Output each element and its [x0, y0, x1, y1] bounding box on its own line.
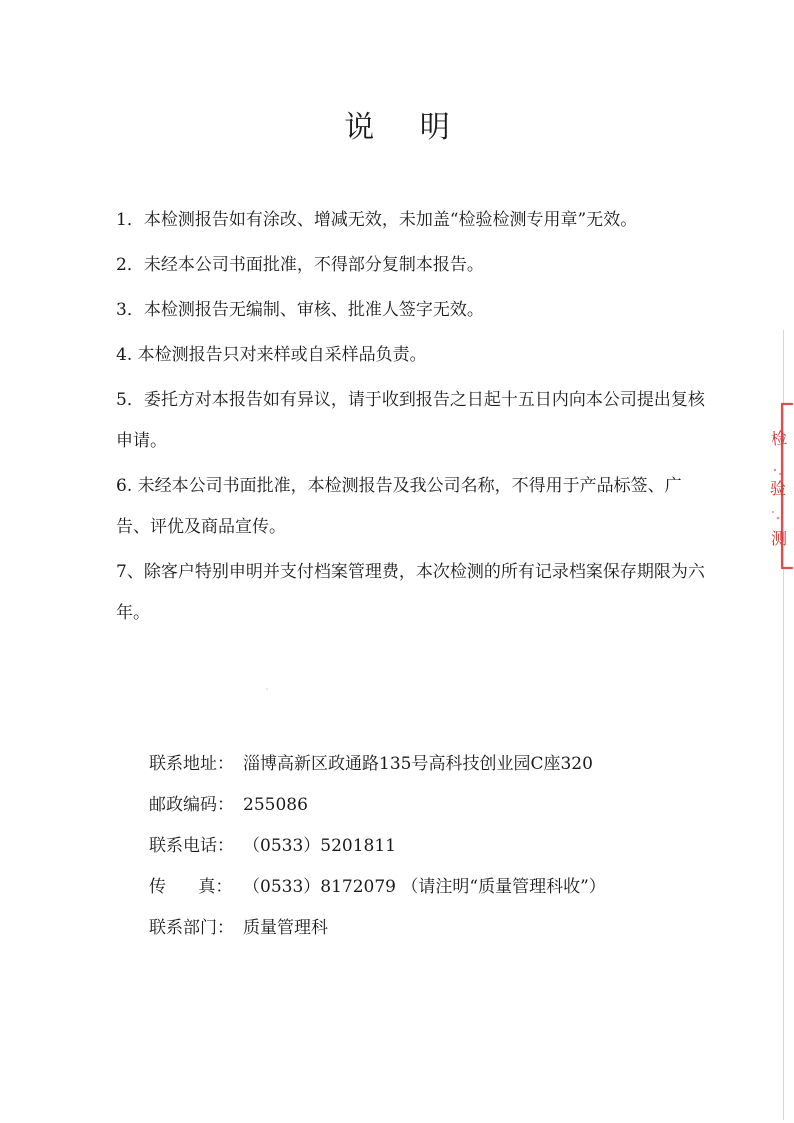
contact-fax	[149, 867, 709, 908]
note-item: 2．未经本公司书面批准，不得部分复制本报告。	[116, 255, 484, 275]
page-title: 说 明	[344, 110, 468, 145]
note-item: 7、除客户特别申明并支付档案管理费，本次检测的所有记录档案保存期限为六年。	[116, 562, 705, 623]
svg-text:检: 检	[770, 428, 789, 449]
svg-text:验: 验	[770, 479, 787, 498]
contact-address-value: 淄博高新区政通路135号高科技创业园C座320	[243, 754, 593, 774]
contact-block	[149, 744, 709, 949]
contact-department-label: 联系部门：	[149, 918, 234, 938]
contact-fax-label: 传 真：	[149, 877, 233, 897]
contact-fax-value: （0533）8172079 （请注明“质量管理科收”）	[243, 877, 606, 897]
notes-list	[116, 200, 706, 638]
contact-postcode-value: 255086	[243, 795, 308, 815]
seal-stamp-icon	[766, 400, 794, 572]
contact-address	[149, 744, 709, 785]
note-item: 3．本检测报告无编制、审核、批准人签字无效。	[116, 300, 484, 320]
contact-address-label: 联系地址：	[149, 754, 234, 774]
contact-phone	[149, 826, 709, 867]
contact-postcode-label: 邮政编码：	[149, 795, 234, 815]
svg-text:测: 测	[771, 529, 788, 548]
scan-speck	[266, 688, 268, 690]
contact-phone-label: 联系电话：	[149, 836, 234, 856]
note-item: 5．委托方对本报告如有异议，请于收到报告之日起十五日内向本公司提出复核申请。	[116, 390, 705, 451]
note-item: 6. 未经本公司书面批准，本检测报告及我公司名称，不得用于产品标签、广告、评优及商品宣传。	[116, 476, 682, 537]
contact-postcode	[149, 785, 709, 826]
note-item: 4. 本检测报告只对来样或自采样品负责。	[116, 345, 427, 365]
contact-department-value: 质量管理科	[243, 918, 328, 938]
contact-phone-value: （0533）5201811	[243, 836, 396, 856]
contact-department	[149, 908, 709, 949]
note-item: 1．本检测报告如有涂改、增减无效，未加盖“检验检测专用章”无效。	[116, 210, 638, 230]
